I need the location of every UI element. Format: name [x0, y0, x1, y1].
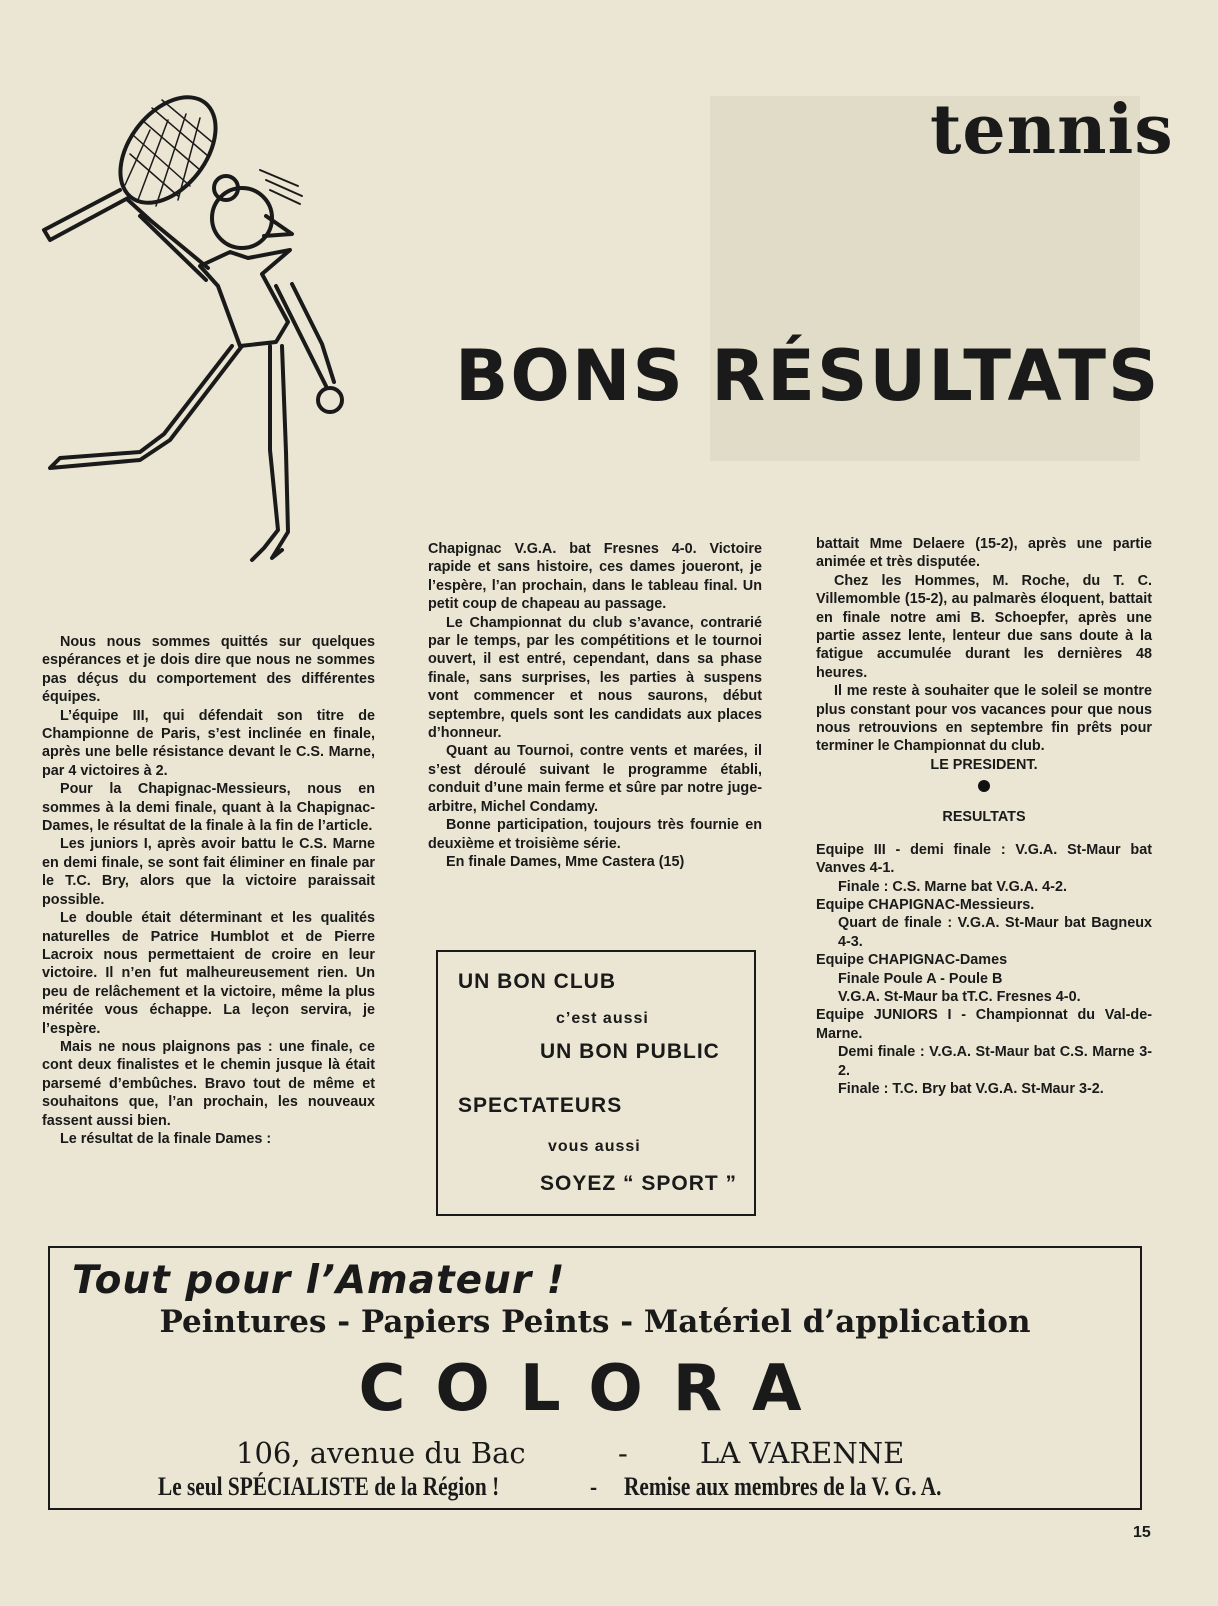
headline: BONS RÉSULTATS — [455, 335, 1161, 417]
paragraph: Chez les Hommes, M. Roche, du T. C. Villemomble (15-2), au palmarès éloquent, battait en finale notre ami B. Schoepfer, après une partie assez lente, lenteur due sans doute à la fatigue accumulée durant les dernières 48 heures. — [816, 572, 1152, 681]
result-line: Finale : T.C. Bry bat V.G.A. St-Maur 3-2. — [838, 1080, 1104, 1097]
paragraph: Pour la Chapignac-Messieurs, nous en sommes à la demi finale, quant à la Chapignac-Dames, le résultat de la finale à la fin de l’article. — [42, 781, 375, 835]
paragraph: Les juniors I, après avoir battu le C.S. Marne en demi finale, se sont fait éliminer en finale par le T.C. Bry, alors que la victoire paraissait possible. — [42, 836, 375, 908]
right-leg — [252, 346, 288, 560]
signature: LE PRESIDENT. — [930, 756, 1038, 773]
results-title: RESULTATS — [942, 809, 1026, 826]
results-list — [816, 841, 1152, 1099]
paragraph: Nous nous sommes quittés sur quelques espérances et je dois dire que nous ne sommes pas déçus du comportement des différentes équipes. — [42, 634, 375, 706]
paragraph: En finale Dames, Mme Castera (15) — [446, 853, 685, 870]
ad-separator: - — [590, 1472, 598, 1501]
result-team: Equipe CHAPIGNAC-Dames — [816, 952, 1008, 969]
left-leg — [50, 346, 242, 468]
paragraph: Quant au Tournoi, contre vents et marées, il s’est déroulé suivant le programme établi, conduit d’une main ferme et sûre par notre juge-arbitre, Michel Condamy. — [428, 743, 762, 815]
article-column-3 — [816, 535, 1152, 1098]
section-title: tennis — [930, 90, 1174, 170]
promo-line: c’est aussi — [556, 1010, 649, 1027]
article-column-2 — [428, 540, 762, 871]
article-column-1 — [42, 633, 375, 1148]
promo-box — [436, 950, 756, 1216]
ad-separator: - — [618, 1436, 628, 1470]
page-number: 15 — [1133, 1524, 1151, 1541]
tennis-player-illustration — [30, 90, 390, 590]
shirt — [200, 250, 290, 346]
promo-line: SPECTATEURS — [458, 1094, 623, 1117]
promo-line: UN BON CLUB — [458, 970, 616, 993]
result-team: Equipe JUNIORS I - Championnat du Val-de-Marne. — [816, 1007, 1152, 1042]
racket-strings — [125, 100, 212, 206]
promo-line: UN BON PUBLIC — [540, 1040, 720, 1063]
ad-city: LA VARENNE — [700, 1436, 905, 1470]
paragraph: Le Championnat du club s’avance, contrarié par le temps, par les compétitions et le tournoi ouvert, il est entré, cependant, dans sa phase finale, sans surprises, les parties à suspens vont commencer et nous saurons, début septembre, quels sont les candidats aux places d’honneur. — [428, 614, 762, 742]
paragraph: Chapignac V.G.A. bat Fresnes 4-0. Victoire rapide et sans histoire, ces dames joueront, je l’espère, l’an prochain, dans le tableau final. Un petit coup de chapeau au passage. — [428, 541, 762, 613]
result-team: Equipe CHAPIGNAC-Messieurs. — [816, 896, 1035, 913]
paragraph: Le résultat de la finale Dames : — [60, 1130, 272, 1147]
racket-handle — [44, 190, 128, 240]
ball-in-hand — [318, 388, 342, 412]
result-line: V.G.A. St-Maur ba tT.C. Fresnes 4-0. — [838, 988, 1081, 1005]
result-line: Finale Poule A - Poule B — [838, 970, 1003, 987]
paragraph: battait Mme Delaere (15-2), après une partie animée et très disputée. — [816, 536, 1152, 571]
colora-advertisement — [48, 1246, 1142, 1510]
paragraph: Bonne participation, toujours très fournie en deuxième et troisième série. — [428, 817, 762, 852]
promo-line: vous aussi — [548, 1138, 641, 1155]
ad-discount: Remise aux membres de la V. G. A. — [624, 1472, 942, 1501]
ad-tagline: Tout pour l’Amateur ! — [72, 1258, 566, 1303]
result-team: Equipe III - demi finale : V.G.A. St-Maur bat Vanves 4-1. — [816, 841, 1152, 877]
paragraph: Le double était déterminant et les qualités naturelles de Patrice Humblot et de Pierre Lacroix nous permettaient de croire en leur victoire. Il n’en fut malheureusement rien. Un peu de relâchement et la victoire, même la plus méritée vous échappe. La leçon servira, je l’espère. — [42, 910, 375, 1037]
ad-address: 106, avenue du Bac — [236, 1436, 526, 1470]
promo-line: SOYEZ “ SPORT ” — [540, 1172, 738, 1195]
result-line: Finale : C.S. Marne bat V.G.A. 4-2. — [838, 878, 1067, 895]
ad-specialist: Le seul SPÉCIALISTE de la Région ! — [158, 1472, 500, 1501]
bullet-divider — [978, 780, 990, 792]
result-line: Demi finale : V.G.A. St-Maur bat C.S. Marne 3-2. — [838, 1044, 1152, 1079]
raised-arm — [128, 200, 208, 280]
paragraph: Mais ne nous plaignons pas : une finale, ce cont deux finalistes et le chemin jusque là était parsemé d’embûches. Bravo tout de même et souhaitons que, l’an prochain, les nouveaux fassent aussi bien. — [42, 1038, 375, 1129]
result-line: Quart de finale : V.G.A. St-Maur bat Bagneux 4-3. — [838, 915, 1152, 950]
paragraph: L’équipe III, qui défendait son titre de Championne de Paris, s’est inclinée en finale, après une belle résistance devant le C.S. Marne, par 4 victoires à 2. — [42, 707, 375, 779]
paragraph: Il me reste à souhaiter que le soleil se montre plus constant pour vos vacances pour que nous nous retrouvions en septembre fin prêts pour terminer le Championnat du club. — [816, 683, 1152, 755]
ad-products: Peintures - Papiers Peints - Matériel d’application — [159, 1304, 1031, 1340]
ad-brand: COLORA — [358, 1352, 832, 1426]
